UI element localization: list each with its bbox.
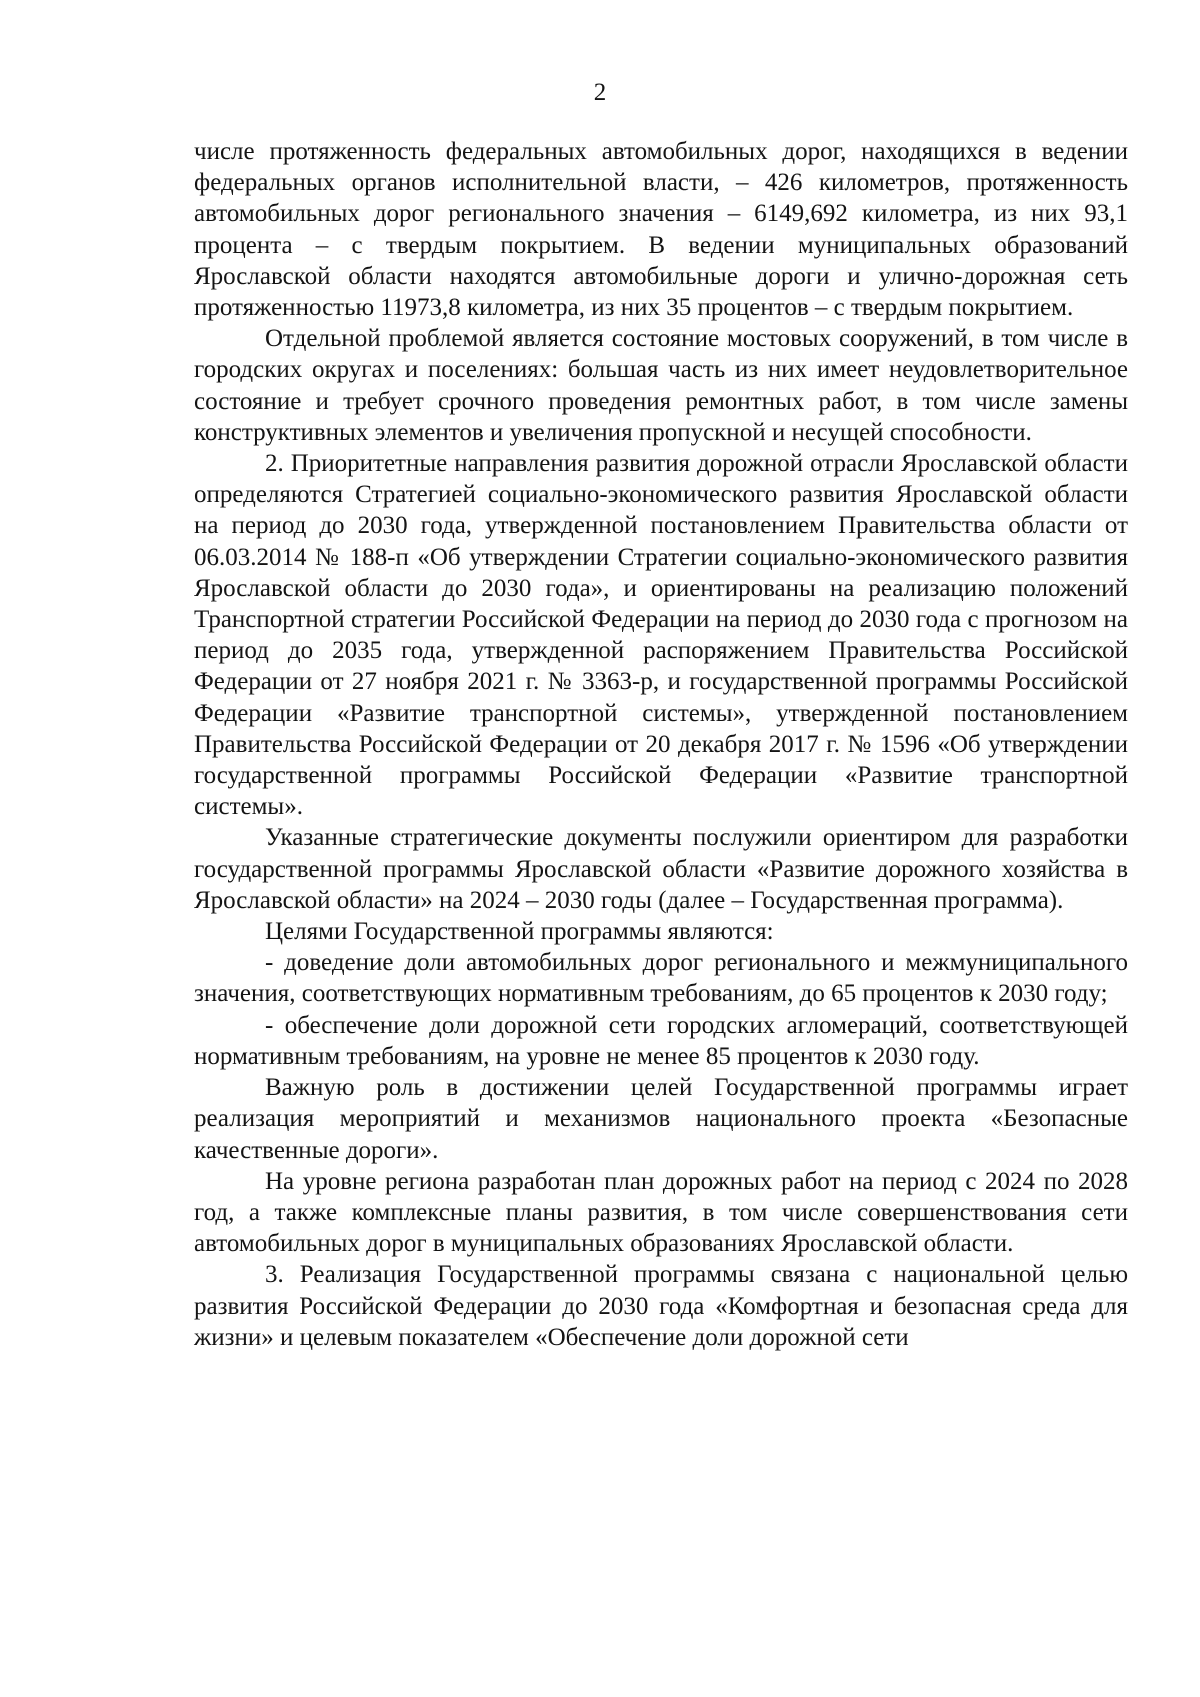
paragraph-bridges-condition: Отдельной проблемой является состояние мостовых сооружений, в том числе в городских округах и поселениях: большая часть из них имеет неудовлетворительное состояние и требует срочного проведения ремонтных работ, в том числе замены конструктивных элементов и увеличения пропускной и несущей способности. xyxy=(194,325,1128,446)
page-number: 2 xyxy=(593,79,607,106)
document-body xyxy=(194,136,1128,1353)
paragraph-goals-heading: Целями Государственной программы являются: xyxy=(265,918,774,946)
paragraph-national-project: Важную роль в достижении целей Государственной программы играет реализация мероприятий и механизмов национального проекта «Безопасные качественные дороги». xyxy=(194,1074,1128,1164)
paragraph-road-network-lengths: числе протяженность федеральных автомобильных дорог, находящихся в ведении федеральных органов исполнительной власти, – 426 километров, протяженность автомобильных дорог регионального значения – 6149,692 километра, из них 93,1 процента – с твердым покрытием. В ведении муниципальных образований Ярославской области находятся автомобильные дороги и улично-дорожная сеть протяженностью 11973,8 километра, из них 35 процентов – с твердым покрытием. xyxy=(194,138,1128,322)
paragraph-priority-directions: 2. Приоритетные направления развития дорожной отрасли Ярославской области определяются Стратегией социально-экономического развития Ярославской области на период до 2030 года, утвержденной постановлением Правительства области от 06.03.2014 № 188-п «Об утверждении Стратегии социально-экономического развития Ярославской области до 2030 года», и ориентированы на реализацию положений Транспортной стратегии Российской Федерации на период до 2030 года с прогнозом на период до 2035 года, утвержденной распоряжением Правительства Российской Федерации от 27 ноября 2021 г. № 3363-р, и государственной программы Российской Федерации «Развитие транспортной системы», утвержденной постановлением Правительства Российской Федерации от 20 декабря 2017 г. № 1596 «Об утверждении государственной программы Российской Федерации «Развитие транспортной системы». xyxy=(194,450,1128,821)
paragraph-strategic-documents: Указанные стратегические документы послужили ориентиром для разработки государственной программы Ярославской области «Развитие дорожного хозяйства в Ярославской области» на 2024 – 2030 годы (далее – Государственная программа). xyxy=(194,824,1128,914)
list-item-goal-regional-roads: - доведение доли автомобильных дорог регионального и межмуниципального значения, соответствующих нормативным требованиям, до 65 процентов к 2030 году; xyxy=(194,949,1128,1008)
paragraph-regional-plan: На уровне региона разработан план дорожных работ на период с 2024 по 2028 год, а также комплексные планы развития, в том числе совершенствования сети автомобильных дорог в муниципальных образованиях Ярославской области. xyxy=(194,1167,1128,1258)
paragraph-national-goal: 3. Реализация Государственной программы связана с национальной целью развития Российской Федерации до 2030 года «Комфортная и безопасная среда для жизни» и целевым показателем «Обеспечение доли дорожной сети xyxy=(194,1261,1128,1351)
list-item-goal-agglomerations: - обеспечение доли дорожной сети городских агломераций, соответствующей нормативным требованиям, на уровне не менее 85 процентов к 2030 году. xyxy=(194,1011,1128,1070)
